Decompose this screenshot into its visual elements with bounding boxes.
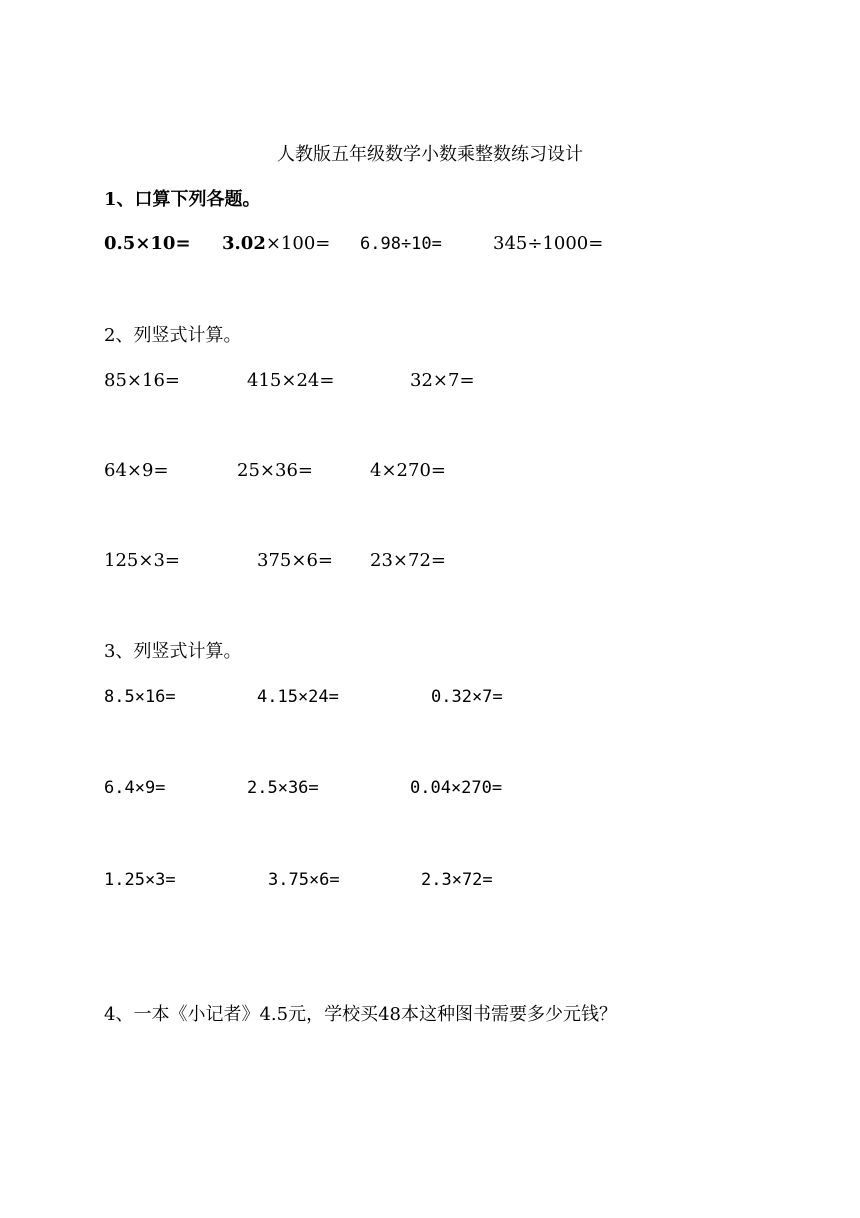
section2-heading: 2、列竖式计算。 xyxy=(104,325,242,346)
section2-item: 125×3= xyxy=(104,550,180,571)
section4-question: 4、一本《小记者》4.5元，学校买48本这种图书需要多少元钱？ xyxy=(104,1004,617,1025)
section2-item: 23×72= xyxy=(370,550,446,571)
section1-item: 3.02×100= xyxy=(222,233,331,254)
section2-item: 415×24= xyxy=(247,370,335,391)
section3-item: 2.3×72= xyxy=(421,870,493,890)
section2-item: 64×9= xyxy=(104,460,169,481)
section3-item: 0.04×270= xyxy=(410,778,503,798)
section2-item: 25×36= xyxy=(237,460,313,481)
section2-item: 32×7= xyxy=(410,370,475,391)
section1-item: 6.98÷10= xyxy=(360,234,442,254)
section3-item: 1.25×3= xyxy=(104,870,176,890)
section1-item: 0.5×10= xyxy=(104,233,191,254)
section1-heading: 1、口算下列各题。 xyxy=(104,189,261,210)
page-title: 人教版五年级数学小数乘整数练习设计 xyxy=(277,144,583,165)
section3-item: 2.5×36= xyxy=(247,778,319,798)
section3-item: 0.32×7= xyxy=(431,687,503,707)
section3-item: 8.5×16= xyxy=(104,687,176,707)
section3-heading: 3、列竖式计算。 xyxy=(104,641,242,662)
section2-item: 4×270= xyxy=(370,460,446,481)
section3-item: 4.15×24= xyxy=(257,687,339,707)
section2-item: 375×6= xyxy=(257,550,333,571)
section3-item: 6.4×9= xyxy=(104,778,166,798)
section2-item: 85×16= xyxy=(104,370,180,391)
section1-item: 345÷1000= xyxy=(493,233,604,254)
section3-item: 3.75×6= xyxy=(268,870,340,890)
